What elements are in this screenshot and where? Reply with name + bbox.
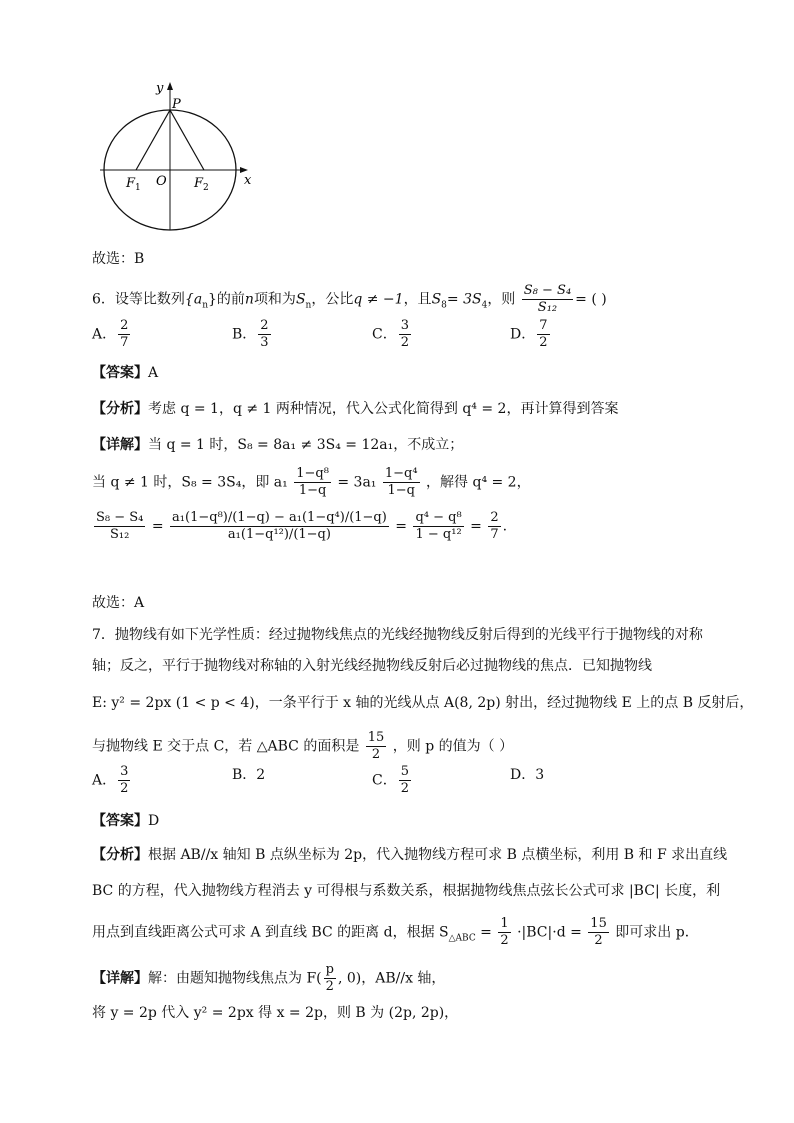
q6-answer-choice: 故选：A — [92, 595, 145, 611]
q6-option-3: D． $\frac{7}{2}$ — [510, 318, 548, 350]
label-f1: $F_1$ — [126, 176, 141, 193]
q7-analysis3: 用点到直线距离公式可求 A 到直线 BC 的距离 d，根据 $S_{\triangle ABC}$ = $\frac{1}{2}$ ·|BC|·d = $\frac{15}{2}$ 即可求出 p． — [92, 916, 699, 948]
ellipse-figure — [96, 78, 266, 238]
q6-analysis: 【分析】考虑 q = 1，q ≠ 1 两种情况，代入公式化简得到 q⁴ = 2，再计算得到答案 — [92, 401, 619, 417]
q6-option-2: C． $\frac{3}{2}$ — [372, 318, 409, 350]
q6-detail1: 【详解】当 q = 1 时，S₈ = 8a₁ ≠ 3S₄ = 12a₁，不成立； — [92, 437, 464, 453]
segment-pf2 — [170, 110, 204, 170]
q7-option-1: B．2 — [232, 767, 266, 783]
q7-line4: 与抛物线 E 交于点 C，若 △ABC 的面积是 $\frac{15}{2}$ ，则 p 的值为（ ） — [92, 730, 514, 762]
q7-detail2: 将 y = 2p 代入 y² = 2px 得 x = 2p，则 B 为 (2p, 2p)， — [92, 1005, 459, 1021]
answer-choice-5: 故选：B — [92, 251, 145, 267]
label-x: x — [244, 173, 252, 188]
q7-line1: 7．抛物线有如下光学性质：经过抛物线焦点的光线经抛物线反射后得到的光线平行于抛物线的对称 — [92, 627, 703, 643]
segment-pf1 — [136, 110, 170, 170]
q7-detail1: 【详解】解：由题知抛物线焦点为 F( $\frac{p}{2}$ , 0)，AB//x 轴， — [92, 962, 446, 994]
label-y: y — [156, 81, 164, 96]
q6-answer: 【答案】A — [92, 365, 159, 381]
q7-option-3: D．3 — [510, 767, 545, 783]
q6-detail3: $\frac{\text{S₈ − S₄}}{\text{S₁₂}}$ = $\frac{\text{a₁(1−q⁸)/(1−q) − a₁(1−q⁴)/(1−q)}}{\text{a₁(1−q¹²)/(1−q)}}$ = $\frac{\text{q⁴ − q⁸}}{\text{1 − q¹²}}$ = $\frac{2}{7}$ . — [96, 510, 508, 542]
q6-detail2: 当 q ≠ 1 时，S₈ = 3S₄，即 a₁ $\frac{\text{1−q⁸}}{1-q}$ = 3a₁ $\frac{\text{1−q⁴}}{1-q}$ ，解得 q⁴ = 2， — [92, 466, 531, 498]
label-o: O — [156, 174, 167, 189]
label-p: P — [172, 97, 181, 112]
q7-analysis1: 【分析】根据 AB//x 轴知 B 点纵坐标为 2p，代入抛物线方程可求 B 点横坐标，利用 B 和 F 求出直线 — [92, 847, 728, 863]
q7-answer: 【答案】D — [92, 813, 160, 829]
q6-stem: 6．设等比数列$\{a_n\}$的前n项和为$S_n$，公比q ≠ −1，且$S_8= 3S_4$，则 $\frac{\text{S₈ − S₄}}{\text{S₁₂}}$ = ( ) — [92, 283, 607, 315]
q7-line2: 轴；反之，平行于抛物线对称轴的入射光线经抛物线反射后必过抛物线的焦点．已知抛物线 — [92, 658, 652, 674]
q6-option-1: B． $\frac{2}{3}$ — [232, 318, 269, 350]
label-f2: $F_2$ — [194, 176, 209, 193]
q7-option-2: C． $\frac{5}{2}$ — [372, 764, 409, 796]
q7-line3: E: y² = 2px (1 < p < 4)，一条平行于 x 轴的光线从点 A(8, 2p) 射出，经过抛物线 E 上的点 B 反射后， — [92, 695, 754, 711]
y-axis-arrow — [167, 82, 173, 90]
q7-analysis2: BC 的方程，代入抛物线方程消去 y 可得根与系数关系，根据抛物线焦点弦长公式可求 |BC| 长度，利 — [92, 883, 721, 899]
q6-option-0: A． $\frac{2}{7}$ — [92, 318, 129, 350]
q7-option-0: A． $\frac{3}{2}$ — [92, 764, 129, 796]
